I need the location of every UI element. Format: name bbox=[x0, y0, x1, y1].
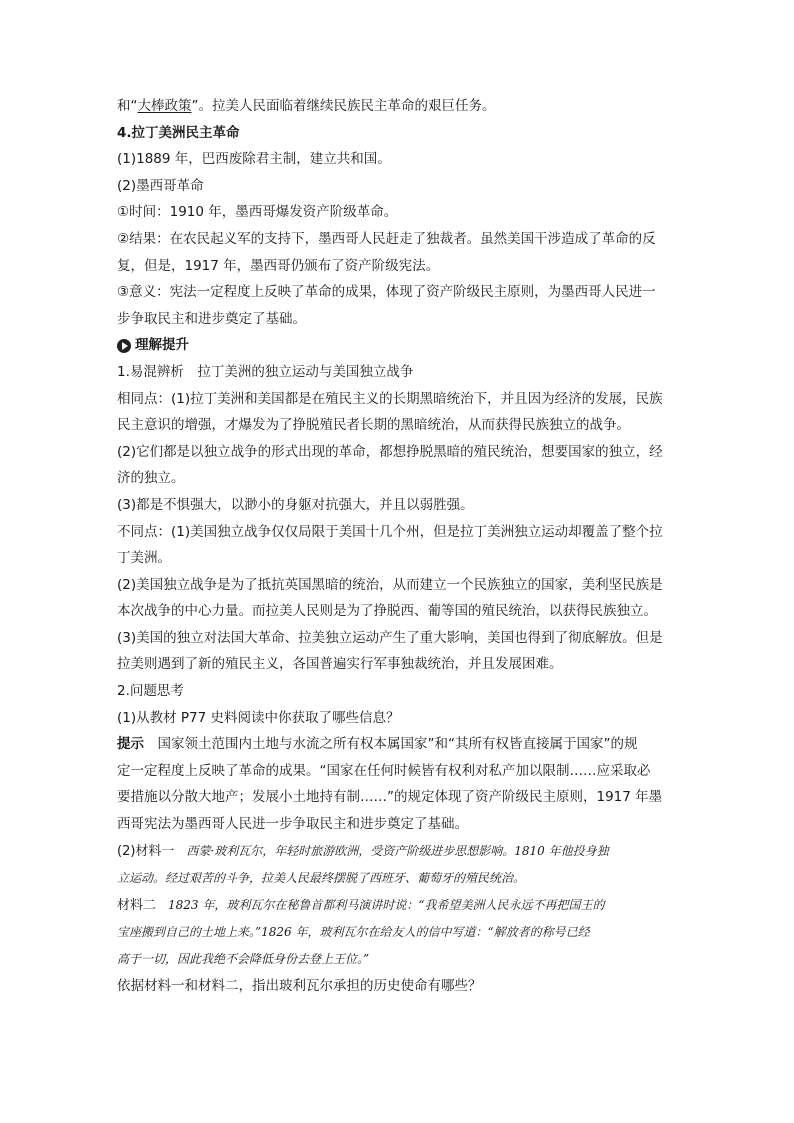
material-line bbox=[117, 892, 679, 920]
hint-label: 提示 bbox=[117, 736, 144, 753]
text-line: 复，但是，1917 年，墨西哥仍颁布了资产阶级宪法。 bbox=[117, 257, 440, 274]
section-title: 理解提升 bbox=[135, 337, 189, 354]
subheading-mexico-revolution: (2)墨西哥革命 bbox=[117, 177, 204, 194]
section-header bbox=[117, 332, 679, 359]
material-line: 立运动。经过艰苦的斗争，拉美人民最终摆脱了西班牙、葡萄牙的殖民统治。 bbox=[117, 871, 526, 886]
text-span: 国家领土范围内土地与水流之所有权本属国家”和“其所有权皆直接属于国家”的规 bbox=[144, 736, 638, 753]
text-span: ”。拉美人民面临着继续民族民主革命的艰巨任务。 bbox=[191, 98, 496, 114]
text-line: ②结果：在农民起义军的支持下，墨西哥人民赶走了独裁者。虽然美国干涉造成了革命的反 bbox=[117, 230, 656, 247]
material-text: 1823 年，玻利瓦尔在秘鲁首都利马演讲时说：“我希望美洲人民永远不再把国王的 bbox=[156, 897, 605, 912]
material-label: (2)材料一 bbox=[117, 843, 175, 859]
text-line: 丁美洲。 bbox=[117, 550, 171, 567]
text-line: (1)从教材 P77 史料阅读中你获取了哪些信息？ bbox=[117, 709, 400, 726]
text-line: 2.问题思考 bbox=[117, 683, 184, 700]
text-line: (2)它们都是以独立战争的形式出现的革命，都想挣脱黑暗的殖民统治，想要国家的独立，经 bbox=[117, 443, 663, 460]
text-line: 西哥宪法为墨西哥人民进一步争取民主和进步奠定了基础。 bbox=[117, 816, 468, 833]
material-line bbox=[117, 838, 679, 866]
play-circle-icon bbox=[117, 339, 131, 353]
text-line: 相同点：(1)拉丁美洲和美国都是在殖民主义的长期黑暗统治下，并且因为经济的发展，民族 bbox=[117, 390, 663, 407]
text-line bbox=[117, 93, 679, 120]
text-line: ③意义：宪法一定程度上反映了革命的成果，体现了资产阶级民主原则，为墨西哥人民进一 bbox=[117, 284, 656, 301]
text-line: 要措施以分散大地产；发展小土地持有制……”的规定体现了资产阶级民主原则，1917 年墨 bbox=[117, 789, 663, 806]
text-line: ①时间：1910 年，墨西哥爆发资产阶级革命。 bbox=[117, 204, 398, 221]
material-label: 材料二 bbox=[117, 897, 157, 913]
material-line: 宝座搬到自己的土地上来。”1826 年，玻利瓦尔在给友人的信中写道：“解放者的称号已经 bbox=[117, 925, 590, 940]
text-span: 和“ bbox=[117, 98, 138, 114]
text-line: (3)美国的独立对法国大革命、拉美独立运动产生了重大影响，美国也得到了彻底解放。但是 bbox=[117, 629, 663, 646]
text-line: 本次战争的中心力量。而拉美人民则是为了挣脱西、葡等国的殖民统治，以获得民族独立。 bbox=[117, 603, 657, 620]
text-line: 定一定程度上反映了革命的成果。“国家在任何时候皆有权利对私产加以限制……应采取必 bbox=[117, 762, 651, 779]
text-line: 1.易混辨析 拉丁美洲的独立运动与美国独立战争 bbox=[117, 363, 414, 380]
text-line: 民主意识的增强，才爆发为了挣脱殖民者长期的黑暗统治，从而获得民族独立的战争。 bbox=[117, 417, 630, 434]
text-line: (3)都是不惧强大，以渺小的身躯对抗强大，并且以弱胜强。 bbox=[117, 496, 474, 513]
text-line: 拉美则遇到了新的殖民主义，各国普遍实行军事独裁统治，并且发展困难。 bbox=[117, 656, 563, 673]
text-line: 济的独立。 bbox=[117, 470, 185, 487]
text-line: 不同点：(1)美国独立战争仅仅局限于美国十几个州，但是拉丁美洲独立运动却覆盖了整个拉 bbox=[117, 523, 663, 540]
text-line: 步争取民主和进步奠定了基础。 bbox=[117, 310, 306, 327]
heading-latin-america-revolution: 4.拉丁美洲民主革命 bbox=[117, 124, 240, 141]
text-line: (2)美国独立战争是为了抵抗英国黑暗的统治，从而建立一个民族独立的国家，美利坚民族是 bbox=[117, 576, 663, 593]
material-line: 高于一切，因此我绝不会降低身份去登上王位。” bbox=[117, 952, 370, 966]
underlined-term: 大棒政策 bbox=[137, 98, 192, 114]
page-content bbox=[117, 93, 679, 999]
text-line: (1)1889 年，巴西废除君主制，建立共和国。 bbox=[117, 151, 391, 168]
question-line: 依据材料一和材料二，指出玻利瓦尔承担的历史使命有哪些？ bbox=[117, 977, 482, 994]
text-line bbox=[117, 731, 679, 758]
material-text: 西蒙·玻利瓦尔，年轻时旅游欧洲，受资产阶级进步思想影响。1810 年他投身独 bbox=[174, 843, 609, 858]
